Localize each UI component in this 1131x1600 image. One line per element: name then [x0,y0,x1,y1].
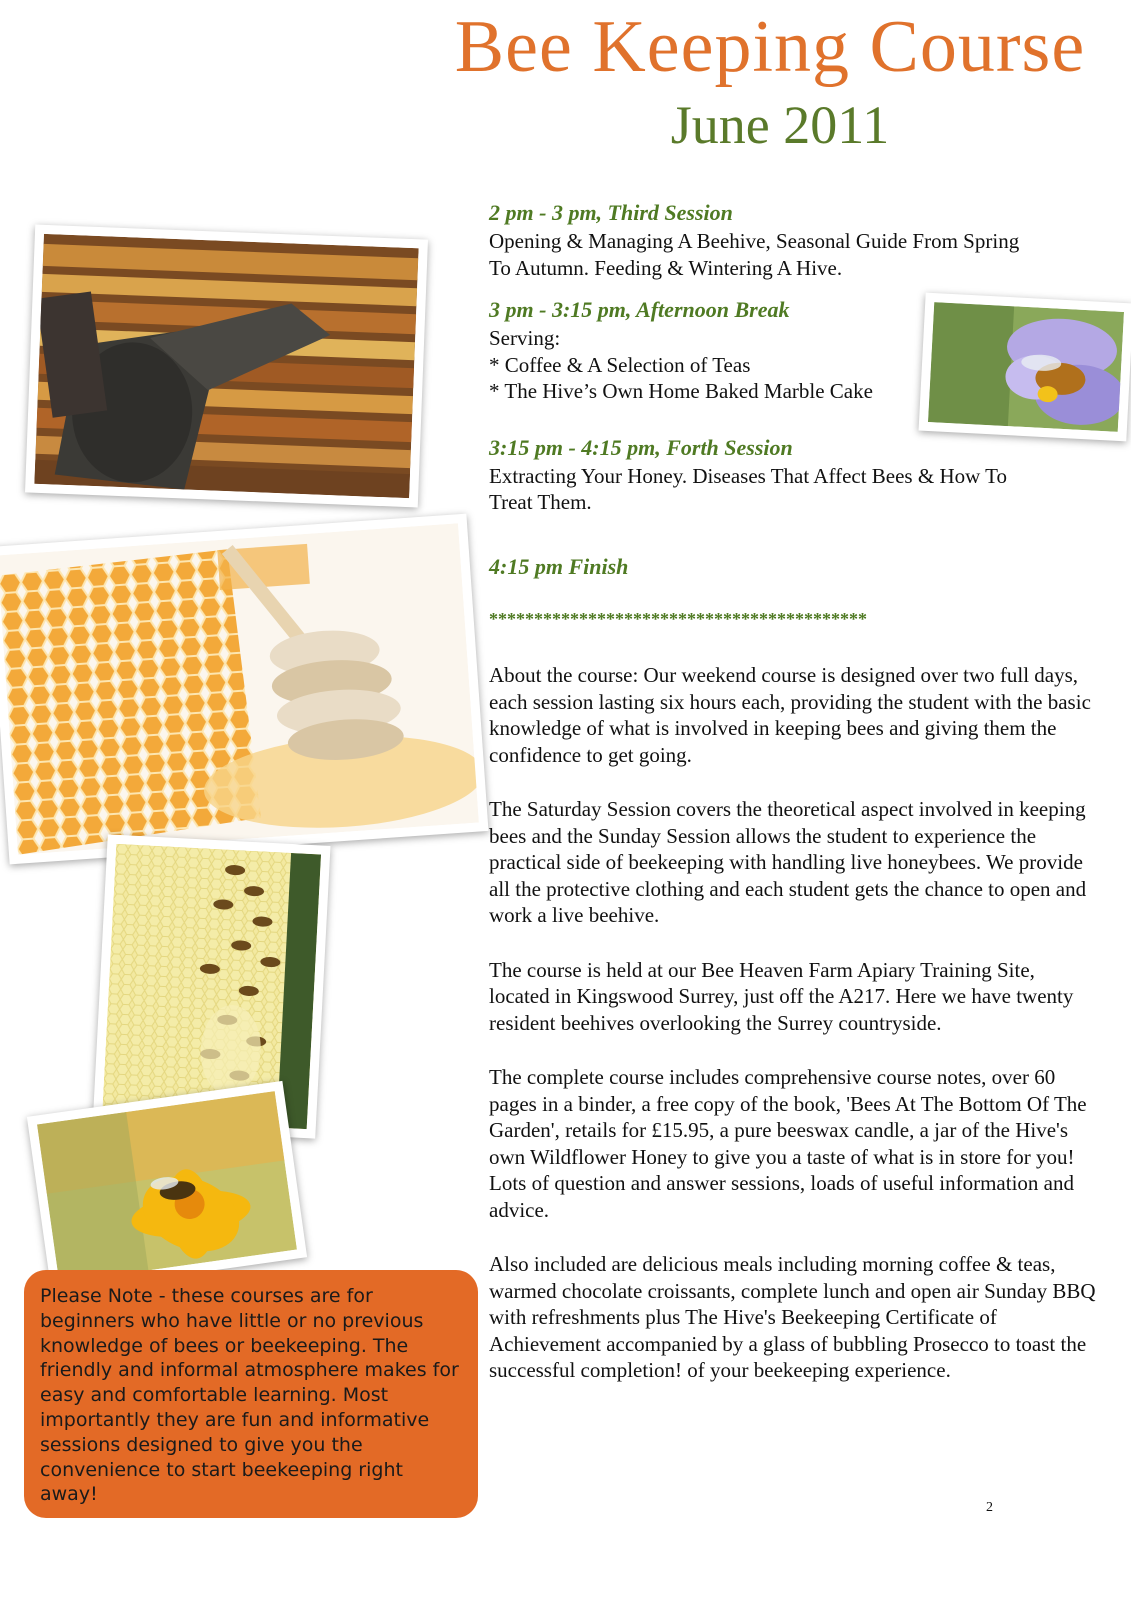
smoker-hive-photo [25,225,428,508]
paragraph: The course is held at our Bee Heaven Farm Apiary Training Site, located in Kingswood Surrey, just off the A217. Here we have twenty resident beehives overlooking the Surrey countryside. [489,957,1074,1035]
session-text: Serving: [489,326,561,350]
separator: ****************************************** [489,608,867,629]
paragraph: The complete course includes comprehensive course notes, over 60 pages in a binder, a free copy of the book, 'Bees At The Bottom Of The Garden', retails for £15.95, a pure beeswax candle, a jar of the Hive's own Wildflower Honey to give you a taste of what is in store for you! Lots of question and answer sessions, loads of useful information and advice. [489,1065,1087,1222]
session-text: * The Hive’s Own Home Baked Marble Cake [489,379,873,403]
honeycomb-dipper-photo [0,514,489,865]
session-text: To Autumn. Feeding & Wintering A Hive. [489,255,843,280]
course-content [489,198,1099,1384]
page-number: 2 [986,1500,993,1515]
session-heading: 4:15 pm Finish [489,553,629,579]
session-text: * Coffee & A Selection of Teas [489,352,751,377]
please-note-box: Please Note - these courses are for beginners who have little or no previous knowledge of bees or beekeeping. The friendly and informal atmosphere makes for easy and comfortable learning. Most importantly they are fun and informative sessions designed to give you the convenience to start beekeeping right away! [24,1270,478,1518]
paragraph: The Saturday Session covers the theoretical aspect involved in keeping bees and the Sunday Session allows the student to experience the practical side of beekeeping with handling live honeybees. We provide all the protective clothing and each student gets the chance to open and work a live beehive. [489,797,1087,927]
session-text: Extracting Your Honey. Diseases That Affect Bees & How To [489,463,1008,488]
paragraph: Also included are delicious meals including morning coffee & teas, warmed chocolate croissants, complete lunch and open air Sunday BBQ with refreshments plus The Hive's Beekeeping Certificate of Achievement accompanied by a glass of bubbling Prosecco to toast the successful completion! of your beekeeping experience. [489,1252,1096,1382]
paragraph: About the course: Our weekend course is designed over two full days, each session lasting six hours each, providing the student with the basic knowledge of what is involved in keeping bees and giving them the confidence to get going. [489,663,1091,767]
page-subtitle: June 2011 [670,95,890,155]
session-heading: 3:15 pm - 4:15 pm, Forth Session [489,434,793,460]
bee-yellow-flower-photo [27,1081,307,1293]
session-text: Opening & Managing A Beehive, Seasonal Guide From Spring [489,229,1020,253]
session-text: Treat Them. [489,490,592,514]
page-title: Bee Keeping Course [454,6,1086,88]
session-heading: 3 pm - 3:15 pm, Afternoon Break [489,297,790,322]
session-heading: 2 pm - 3 pm, Third Session [489,200,733,225]
